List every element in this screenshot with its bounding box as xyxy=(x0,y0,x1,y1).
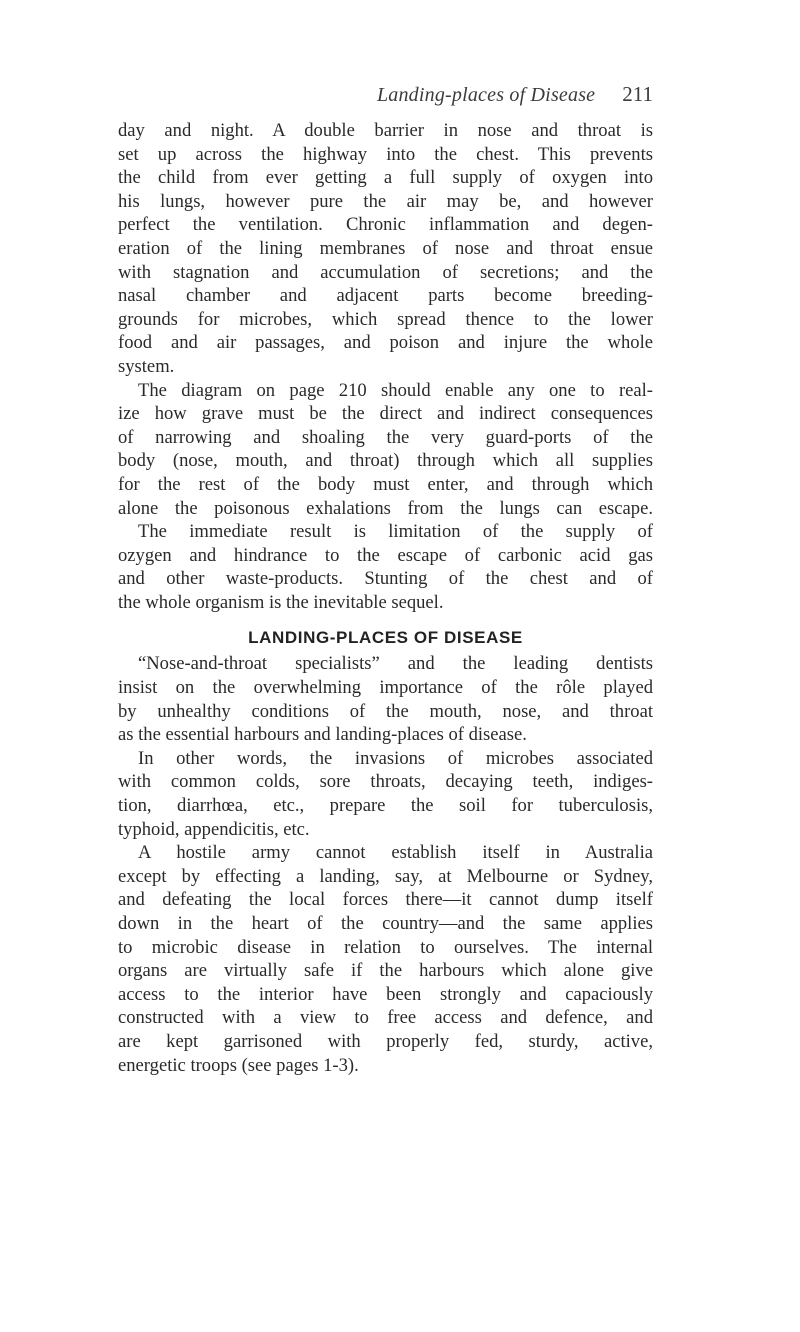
text-line: and other waste-products. Stunting of the chest and of xyxy=(118,568,653,590)
section-heading: LANDING-PLACES OF DISEASE xyxy=(248,628,523,648)
text-line: perfect the ventilation. Chronic inflammation and degen- xyxy=(118,214,653,236)
text-line: his lungs, however pure the air may be, and however xyxy=(118,190,653,212)
text-line: access to the interior have been strongly and capaciously xyxy=(118,983,653,1005)
text-line: the whole organism is the inevitable sequel. xyxy=(118,591,444,613)
running-title: Landing-places of Disease xyxy=(376,84,596,106)
text-line: set up across the highway into the chest. This prevents xyxy=(118,143,653,165)
text-line: In other words, the invasions of microbes associated xyxy=(138,747,653,769)
text-line: body (nose, mouth, and throat) through which all supplies xyxy=(118,450,653,472)
text-line: food and air passages, and poison and injure the whole xyxy=(118,332,653,354)
text-line: the child from ever getting a full supply of oxygen into xyxy=(118,167,653,189)
text-line: energetic troops (see pages 1-3). xyxy=(118,1054,359,1076)
page-number: 211 xyxy=(622,82,653,106)
book-page xyxy=(118,82,653,1077)
running-header xyxy=(118,82,653,112)
text-line: organs are virtually safe if the harbours which alone give xyxy=(118,960,653,982)
text-line: constructed with a view to free access and defence, and xyxy=(118,1007,653,1029)
text-line: down in the heart of the country—and the same applies xyxy=(118,913,653,934)
paragraph-specialists xyxy=(118,652,653,746)
text-line: insist on the overwhelming importance of the rôle played xyxy=(118,677,653,699)
text-line: by unhealthy conditions of the mouth, nose, and throat xyxy=(118,700,653,722)
text-line: typhoid, appendicitis, etc. xyxy=(118,818,310,840)
text-line: tion, diarrhœa, etc., prepare the soil for tuberculosis, xyxy=(118,795,653,817)
text-line: to microbic disease in relation to ourselves. The internal xyxy=(118,936,653,958)
text-line: of narrowing and shoaling the very guard-ports of the xyxy=(118,426,653,448)
text-line: for the rest of the body must enter, and through which xyxy=(118,473,653,495)
text-line: as the essential harbours and landing-places of disease. xyxy=(118,724,527,746)
text-line: grounds for microbes, which spread thence to the lower xyxy=(118,308,653,330)
text-line: with stagnation and accumulation of secretions; and the xyxy=(118,261,653,283)
paragraph-diagram-consequences xyxy=(118,379,653,615)
text-line: with common colds, sore throats, decaying teeth, indiges- xyxy=(118,771,653,793)
text-line: system. xyxy=(118,355,175,377)
text-line: except by effecting a landing, say, at Melbourne or Sydney, xyxy=(118,865,653,887)
text-line: day and night. A double barrier in nose and throat is xyxy=(118,120,653,141)
text-line: The immediate result is limitation of the supply of xyxy=(138,521,653,543)
paragraph-invasions xyxy=(118,747,653,841)
text-line: ize how grave must be the direct and indirect consequences xyxy=(118,403,653,425)
paragraph-continuation xyxy=(118,119,653,379)
text-line: eration of the lining membranes of nose and throat ensue xyxy=(118,237,653,259)
text-line: are kept garrisoned with properly fed, sturdy, active, xyxy=(118,1030,653,1052)
text-line: and defeating the local forces there—it cannot dump itself xyxy=(118,889,653,911)
text-line: A hostile army cannot establish itself in Australia xyxy=(138,842,653,864)
text-line: alone the poisonous exhalations from the lungs can escape. xyxy=(118,497,653,519)
text-line: nasal chamber and adjacent parts become breeding- xyxy=(118,285,653,307)
text-line: “Nose-and-throat specialists” and the leading dentists xyxy=(138,653,653,675)
text-line: The diagram on page 210 should enable any one to real- xyxy=(138,379,653,401)
text-line: ozygen and hindrance to the escape of carbonic acid gas xyxy=(118,544,653,566)
paragraph-hostile-army xyxy=(118,841,653,1077)
